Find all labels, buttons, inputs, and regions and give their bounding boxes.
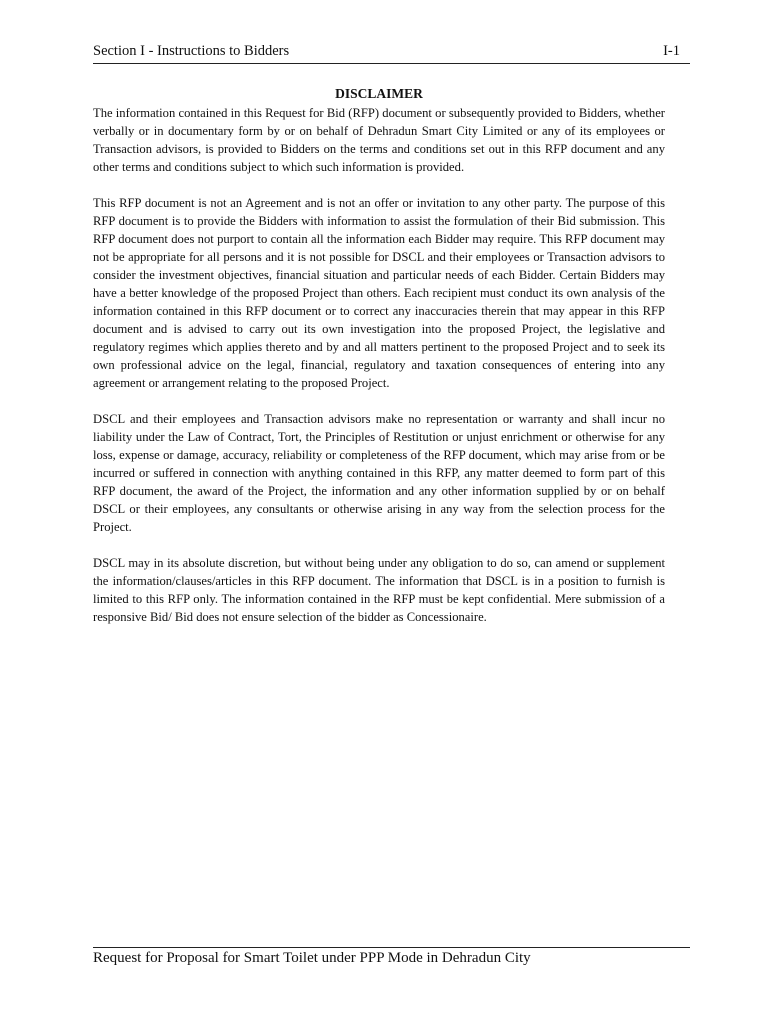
page-footer xyxy=(93,947,690,967)
paragraph-not-agreement: This RFP document is not an Agreement and is not an offer or invitation to any other party. The purpose of this RFP document is to provide the Bidders with information to assist the formulation of their Bid submission. This RFP document does not purport to contain all the information each Bidder may require. This RFP document may not be appropriate for all persons and it is not possible for DSCL and their employees or Transaction advisors to consider the investment objectives, financial situation and particular needs of each Bidder. Certain Bidders may have a better knowledge of the proposed Project than others. Each recipient must conduct its own analysis of the information contained in this RFP document or to correct any inaccuracies therein that may appear in this RFP document and is advised to carry out its own investigation into the proposed Project, the legislative and regulatory regimes which applies thereto and by and all matters pertinent to the proposed Project and to seek its own professional advice on the legal, financial, regulatory and taxation consequences of entering into any agreement or arrangement relating to the proposed Project. xyxy=(93,196,665,390)
disclaimer-body xyxy=(93,104,665,644)
footer-text: Request for Proposal for Smart Toilet under PPP Mode in Dehradun City xyxy=(93,950,531,966)
disclaimer-heading: DISCLAIMER xyxy=(335,86,423,101)
paragraph-intro: The information contained in this Request for Bid (RFP) document or subsequently provided to Bidders, whether verbally or in documentary form by or on behalf of Dehradun Smart City Limited or any of its employees or Transaction advisors, is provided to Bidders on the terms and conditions set out in this RFP document and any other terms and conditions subject to which such information is provided. xyxy=(93,106,665,174)
section-title: Section I - Instructions to Bidders xyxy=(93,43,290,59)
page-header xyxy=(93,42,690,64)
page-number: I-1 xyxy=(663,43,680,59)
paragraph-amendment: DSCL may in its absolute discretion, but without being under any obligation to do so, can amend or supplement the information/clauses/articles in this RFP document. The information that DSCL is in a position to furnish is limited to this RFP only. The information contained in the RFP must be kept confidential. Mere submission of a responsive Bid/ Bid does not ensure selection of the bidder as Concessionaire. xyxy=(93,556,665,624)
paragraph-no-liability: DSCL and their employees and Transaction advisors make no representation or warranty and shall incur no liability under the Law of Contract, Tort, the Principles of Restitution or unjust enrichment or otherwise for any loss, expense or damage, accuracy, reliability or completeness of the RFP document, which may arise from or be incurred or suffered in connection with anything contained in this RFP, any matter deemed to form part of this RFP document, the award of the Project, the information and any other information supplied by or on behalf DSCL or their employees, any consultants or otherwise arising in any way from the selection process for the Project. xyxy=(93,412,665,534)
